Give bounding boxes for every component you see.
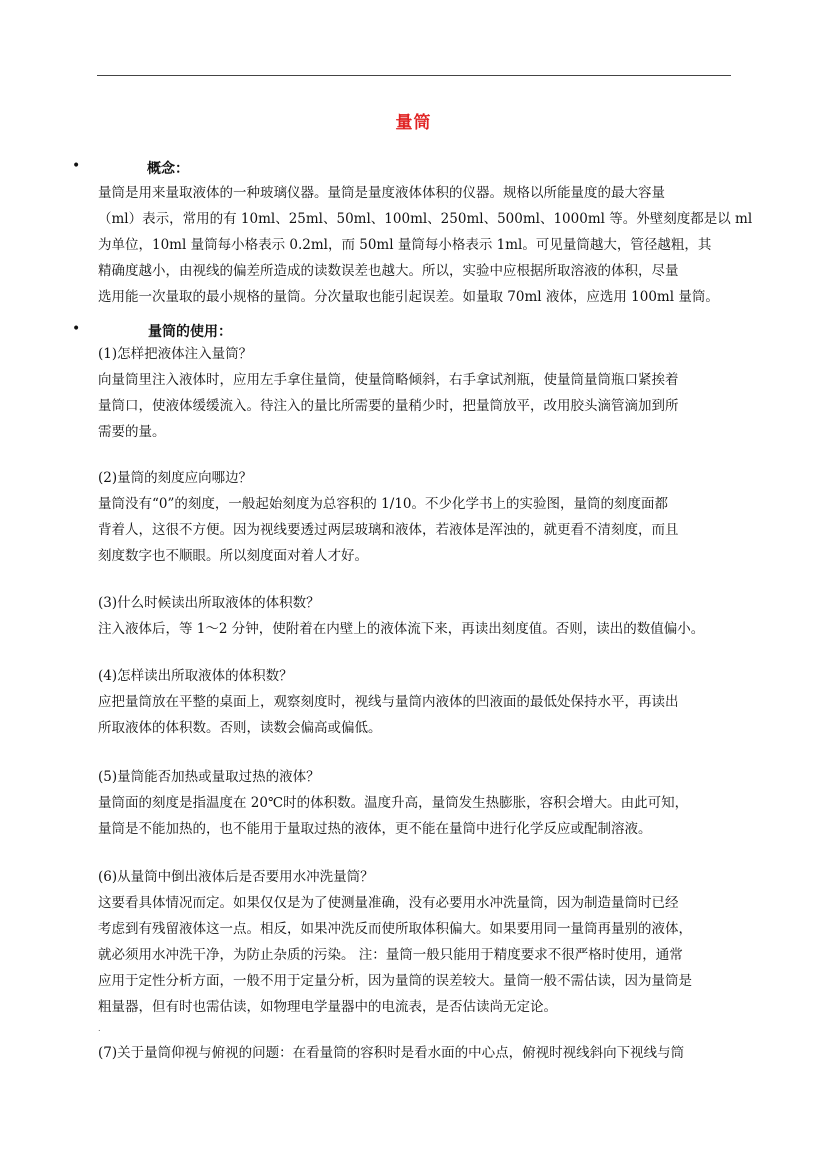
header-rule	[97, 75, 731, 76]
text-line: 量筒口，使液体缓缓流入。待注入的量比所需要的量稍少时，把量筒放平，改用胶头滴管滴加到所	[98, 398, 679, 414]
text-line: 量筒是不能加热的，也不能用于量取过热的液体，更不能在量筒中进行化学反应或配制溶液。	[98, 821, 652, 837]
bullet-concept: •	[72, 158, 81, 174]
question-title: (4)怎样读出所取液体的体积数？	[98, 668, 293, 684]
question-2	[98, 465, 736, 569]
text-line: 选用能一次量取的最小规格的量筒。分次量取也能引起误差。如量取 70ml 液体，应选用 100ml 量筒。	[98, 289, 719, 305]
text-line: 这要看具体情况而定。如果仅仅是为了使测量准确，没有必要用水冲洗量筒，因为制造量筒时已经	[98, 895, 679, 911]
text-line: 量筒是用来量取液体的一种玻璃仪器。量筒是量度液体体积的仪器。规格以所能量度的最大容量	[98, 185, 665, 201]
question-6	[98, 864, 736, 1020]
text-line: 向量筒里注入液体时，应用左手拿住量筒，使量筒略倾斜，右手拿试剂瓶，使量筒量筒瓶口紧挨着	[98, 372, 679, 388]
question-4	[98, 663, 736, 741]
text-line: 所取液体的体积数。否则，读数会偏高或偏低。	[98, 720, 382, 736]
heading-usage: 量筒的使用：	[148, 324, 232, 340]
question-title: (7)关于量筒仰视与俯视的问题：在看量筒的容积时是看水面的中心点，俯视时视线斜向下视线与筒	[98, 1045, 685, 1061]
stray-mark: .	[98, 1024, 101, 1033]
question-7	[98, 1040, 736, 1066]
question-title: (3)什么时候读出所取液体的体积数？	[98, 595, 320, 611]
text-line: 刻度数字也不顺眼。所以刻度面对着人才好。	[98, 548, 368, 564]
page-title: 量筒	[395, 113, 432, 133]
question-title: (2)量筒的刻度应向哪边？	[98, 470, 253, 486]
text-line: 精确度越小，由视线的偏差所造成的读数误差也越大。所以，实验中应根据所取溶液的体积，尽量	[98, 263, 679, 279]
question-title: (5)量筒能否加热或量取过热的液体？	[98, 769, 320, 785]
question-1	[98, 341, 736, 445]
text-line: 粗量器，但有时也需估读，如物理电学量器中的电流表，是否估读尚无定论。	[98, 999, 557, 1015]
heading-concept: 概念：	[147, 161, 189, 177]
text-line: 需要的量。	[98, 424, 166, 440]
question-title: (1)怎样把液体注入量筒？	[98, 346, 253, 362]
bullet-usage: •	[72, 321, 81, 337]
text-line: 考虑到有残留液体这一点。相反，如果冲洗反而使所取体积偏大。如果要用同一量筒再量别的液体，	[98, 921, 692, 937]
text-line: 量筒面的刻度是指温度在 20℃时的体积数。温度升高，量筒发生热膨胀，容积会增大。由此可知，	[98, 795, 689, 811]
text-line: 就必须用水冲洗干净，为防止杂质的污染。 注：量筒一般只能用于精度要求不很严格时使用，通常	[98, 947, 683, 963]
text-line: 量筒没有“0”的刻度，一般起始刻度为总容积的 1/10。不少化学书上的实验图，量筒的刻度面都	[98, 496, 668, 512]
text-line: （ml）表示，常用的有 10ml、25ml、50ml、100ml、250ml、500ml、1000ml 等。外壁刻度都是以 ml	[98, 211, 753, 227]
concept-paragraph	[98, 180, 753, 310]
text-line: 应用于定性分析方面，一般不用于定量分析，因为量筒的误差较大。量筒一般不需估读，因为量筒是	[98, 973, 692, 989]
question-3	[98, 590, 736, 642]
text-line: 应把量筒放在平整的桌面上，观察刻度时，视线与量筒内液体的凹液面的最低处保持水平，再读出	[98, 694, 679, 710]
text-line: 背着人，这很不方便。因为视线要透过两层玻璃和液体，若液体是浑浊的，就更看不清刻度，而且	[98, 522, 679, 538]
text-line: 注入液体后，等 1～2 分钟，使附着在内壁上的液体流下来，再读出刻度值。否则，读出的数值偏小。	[98, 621, 705, 637]
question-title: (6)从量筒中倒出液体后是否要用水冲洗量筒？	[98, 869, 374, 885]
question-5	[98, 764, 736, 842]
text-line: 为单位，10ml 量筒每小格表示 0.2ml，而 50ml 量筒每小格表示 1ml。可见量筒越大，管径越粗，其	[98, 237, 712, 253]
